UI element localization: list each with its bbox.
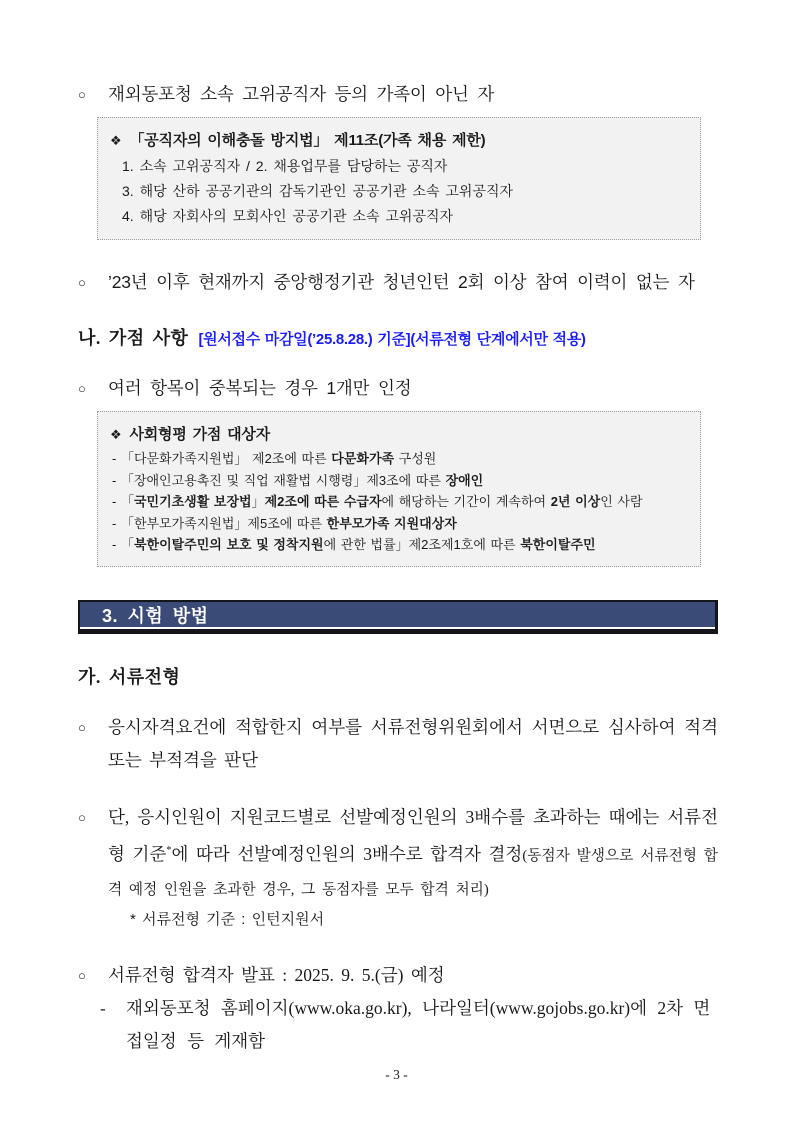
bullet-single-count-text: 여러 항목이 중복되는 경우 1개만 인정 [108, 378, 412, 398]
equity-box-item: - 「다문화가족지원법」 제2조에 따른 다문화가족 구성원 [112, 451, 437, 466]
page-number: - 3 - [385, 1067, 408, 1082]
circle-bullet-icon: ○ [78, 809, 86, 825]
social-equity-box [97, 411, 701, 567]
equity-box-title-row [110, 421, 686, 448]
equity-box-item: - 「장애인고용촉진 및 직업 재활법 시행령」제3조에 따른 장애인 [112, 472, 484, 488]
bullet-not-family-text: 재외동포청 소속 고위공직자 등의 가족이 아닌 자 [108, 84, 495, 104]
diamond-icon: ❖ [110, 133, 122, 148]
law-restriction-box [97, 117, 701, 240]
para-announcement-sub-text: 재외동포청 홈페이지(www.oka.go.kr), 나라일터(www.gojobs.go.kr)에 2차 면접일정 등 게재함 [126, 998, 711, 1052]
para-multiplier [78, 801, 718, 908]
section-banner-exam-method [78, 600, 718, 634]
para-review [78, 711, 718, 777]
para-multiplier-text: 단, 응시인원이 지원코드별로 선발예정인원의 3배수를 초과하는 때에는 서류전형 기준*에 따라 선발예정인원의 3배수로 합격자 결정(동점자 발생으로 서류전형 합격 예정 인원을 초과한 경우, 그 동점자를 모두 합격 처리) [108, 806, 718, 899]
dash-bullet-icon: - [100, 999, 106, 1019]
circle-bullet-icon: ○ [78, 381, 86, 396]
bullet-intern-history-text: ’23년 이후 현재까지 중앙행정기관 청년인턴 2회 이상 참여 이력이 없는 자 [108, 272, 695, 292]
bonus-heading-row [78, 324, 718, 350]
equity-box-item: - 「한부모가족지원법」제5조에 따른 한부모가족 지원대상자 [112, 515, 457, 531]
para-announcement-sub [100, 992, 718, 1058]
doc-screening-heading: 가. 서류전형 [78, 666, 181, 687]
equity-box-item: - 「북한이탈주민의 보호 및 정착지원에 관한 법률」제2조제1호에 따른 북한이탈주민 [112, 537, 596, 552]
circle-bullet-icon: ○ [78, 275, 86, 290]
bullet-single-count [78, 376, 718, 401]
bullet-intern-history [78, 270, 718, 295]
footnote-screening-criteria: * 서류전형 기준 : 인턴지원서 [130, 911, 325, 929]
bonus-heading-note: [원서접수 마감일(’25.8.28.) 기준](서류전형 단계에서만 적용) [198, 331, 586, 348]
equity-box-title: 사회형평 가점 대상자 [129, 426, 271, 443]
law-box-title-row [110, 127, 686, 154]
para-announcement-text: 서류전형 합격자 발표 : 2025. 9. 5.(금) 예정 [108, 965, 445, 986]
para-announcement [78, 959, 718, 992]
circle-bullet-icon: ○ [78, 719, 86, 735]
bullet-not-family [78, 82, 718, 107]
law-box-items [110, 154, 686, 229]
diamond-icon: ❖ [110, 427, 122, 442]
bonus-heading: 나. 가점 사항 [78, 328, 189, 348]
doc-screening-heading-row [78, 663, 718, 689]
law-box-item: 1. 소속 고위공직자 / 2. 채용업무를 담당하는 공직자 [122, 158, 448, 174]
section-banner-title: 3. 시험 방법 [102, 606, 209, 626]
law-box-item: 3. 해당 산하 공공기관의 감독기관인 공공기관 소속 고위공직자 [122, 183, 514, 199]
circle-bullet-icon: ○ [78, 968, 86, 984]
law-box-title: 「공직자의 이해충돌 방지법」 제11조(가족 채용 제한) [129, 132, 486, 149]
law-box-item: 4. 해당 자회사의 모회사인 공공기관 소속 고위공직자 [122, 208, 454, 224]
equity-box-item: - 「국민기초생활 보장법」제2조에 따른 수급자에 해당하는 기간이 계속하여 2년 이상인 사람 [112, 494, 643, 509]
circle-bullet-icon: ○ [78, 87, 86, 102]
equity-box-items [110, 448, 686, 556]
para-review-text: 응시자격요건에 적합한지 여부를 서류전형위원회에서 서면으로 심사하여 적격 또는 부적격을 판단 [108, 716, 718, 770]
